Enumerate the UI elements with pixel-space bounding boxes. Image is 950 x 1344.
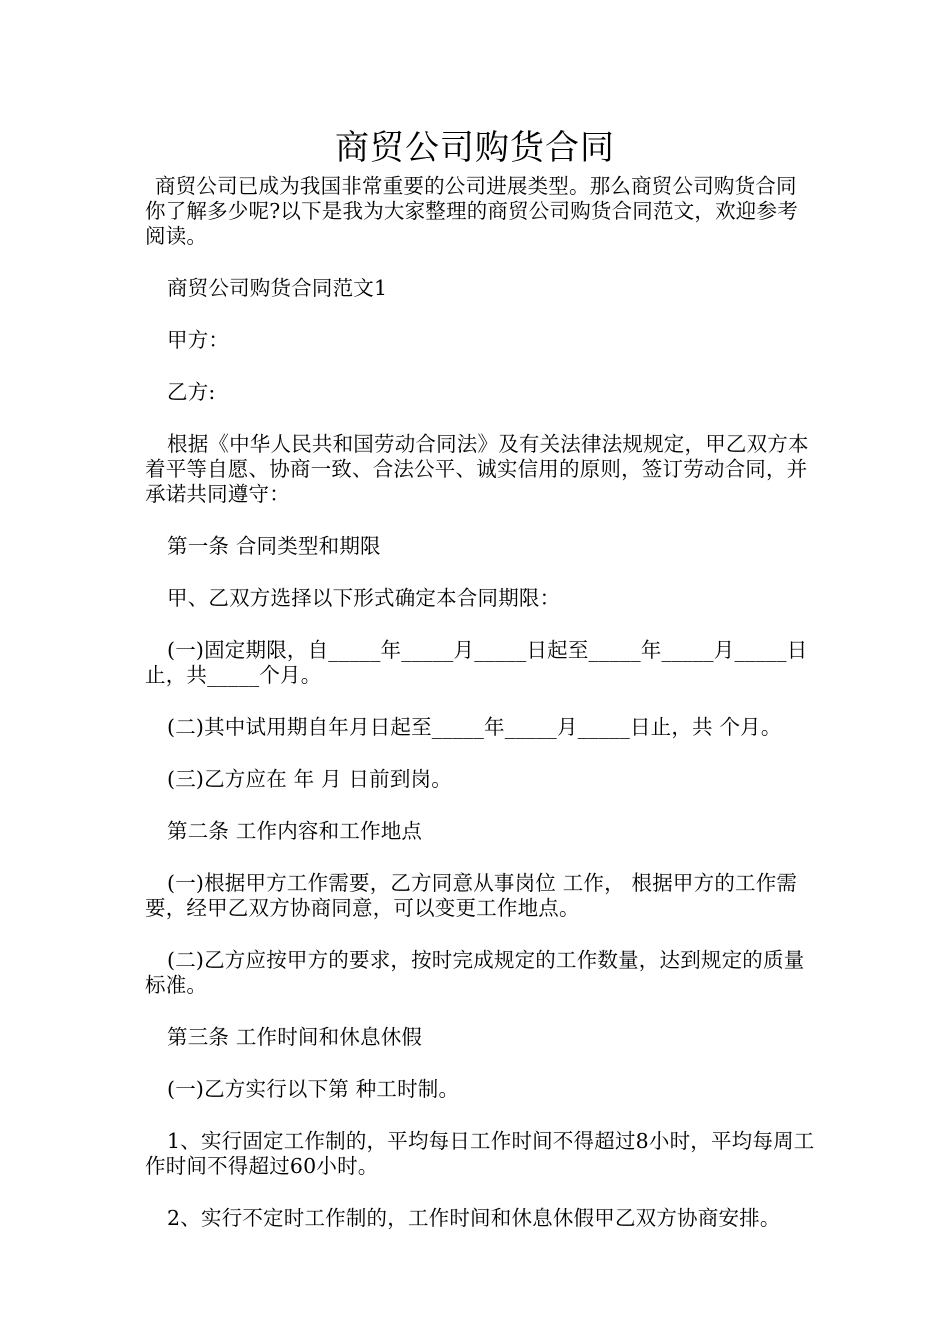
clause-paragraph: (一)根据甲方工作需要，乙方同意从事岗位 工作， 根据甲方的工作需要，经甲乙双方协商同意，可以变更工作地点。 bbox=[145, 871, 798, 920]
party-b-line: 乙方: bbox=[167, 380, 216, 404]
clause-paragraph: (一)乙方实行以下第 种工时制。 bbox=[167, 1077, 460, 1101]
article-heading: 第一条 合同类型和期限 bbox=[167, 534, 381, 558]
article-heading: 第二条 工作内容和工作地点 bbox=[167, 819, 423, 843]
clause-paragraph: 2、实行不定时工作制的，工作时间和休息休假甲乙双方协商安排。 bbox=[167, 1206, 781, 1230]
paragraph: 甲、乙双方选择以下形式确定本合同期限： bbox=[167, 586, 561, 610]
clause-paragraph: (二)其中试用期自年月日起至_____年_____月_____日止，共 个月。 bbox=[167, 715, 782, 739]
intro-paragraph: 商贸公司已成为我国非常重要的公司进展类型。那么商贸公司购货合同你了解多少呢?以下是我为大家整理的商贸公司购货合同范文，欢迎参考阅读。 bbox=[145, 174, 798, 248]
clause-paragraph: 1、实行固定工作制的，平均每日工作时间不得超过8小时，平均每周工作时间不得超过60小时。 bbox=[145, 1129, 815, 1178]
document-title: 商贸公司购货合同 bbox=[335, 128, 615, 168]
preamble-paragraph: 根据《中华人民共和国劳动合同法》及有关法律法规规定，甲乙双方本着平等自愿、协商一致、合法公平、诚实信用的原则，签订劳动合同，并承诺共同遵守： bbox=[145, 432, 809, 506]
party-a-line: 甲方： bbox=[167, 328, 230, 352]
clause-paragraph: (二)乙方应按甲方的要求，按时完成规定的工作数量，达到规定的质量标准。 bbox=[145, 948, 805, 997]
clause-paragraph: (一)固定期限，自_____年_____月_____日起至_____年_____月_____日止，共_____个月。 bbox=[145, 638, 808, 687]
section-heading: 商贸公司购货合同范文1 bbox=[167, 276, 388, 300]
document-body bbox=[145, 174, 817, 1258]
article-heading: 第三条 工作时间和休息休假 bbox=[167, 1025, 423, 1049]
clause-paragraph: (三)乙方应在 年 月 日前到岗。 bbox=[167, 767, 452, 791]
